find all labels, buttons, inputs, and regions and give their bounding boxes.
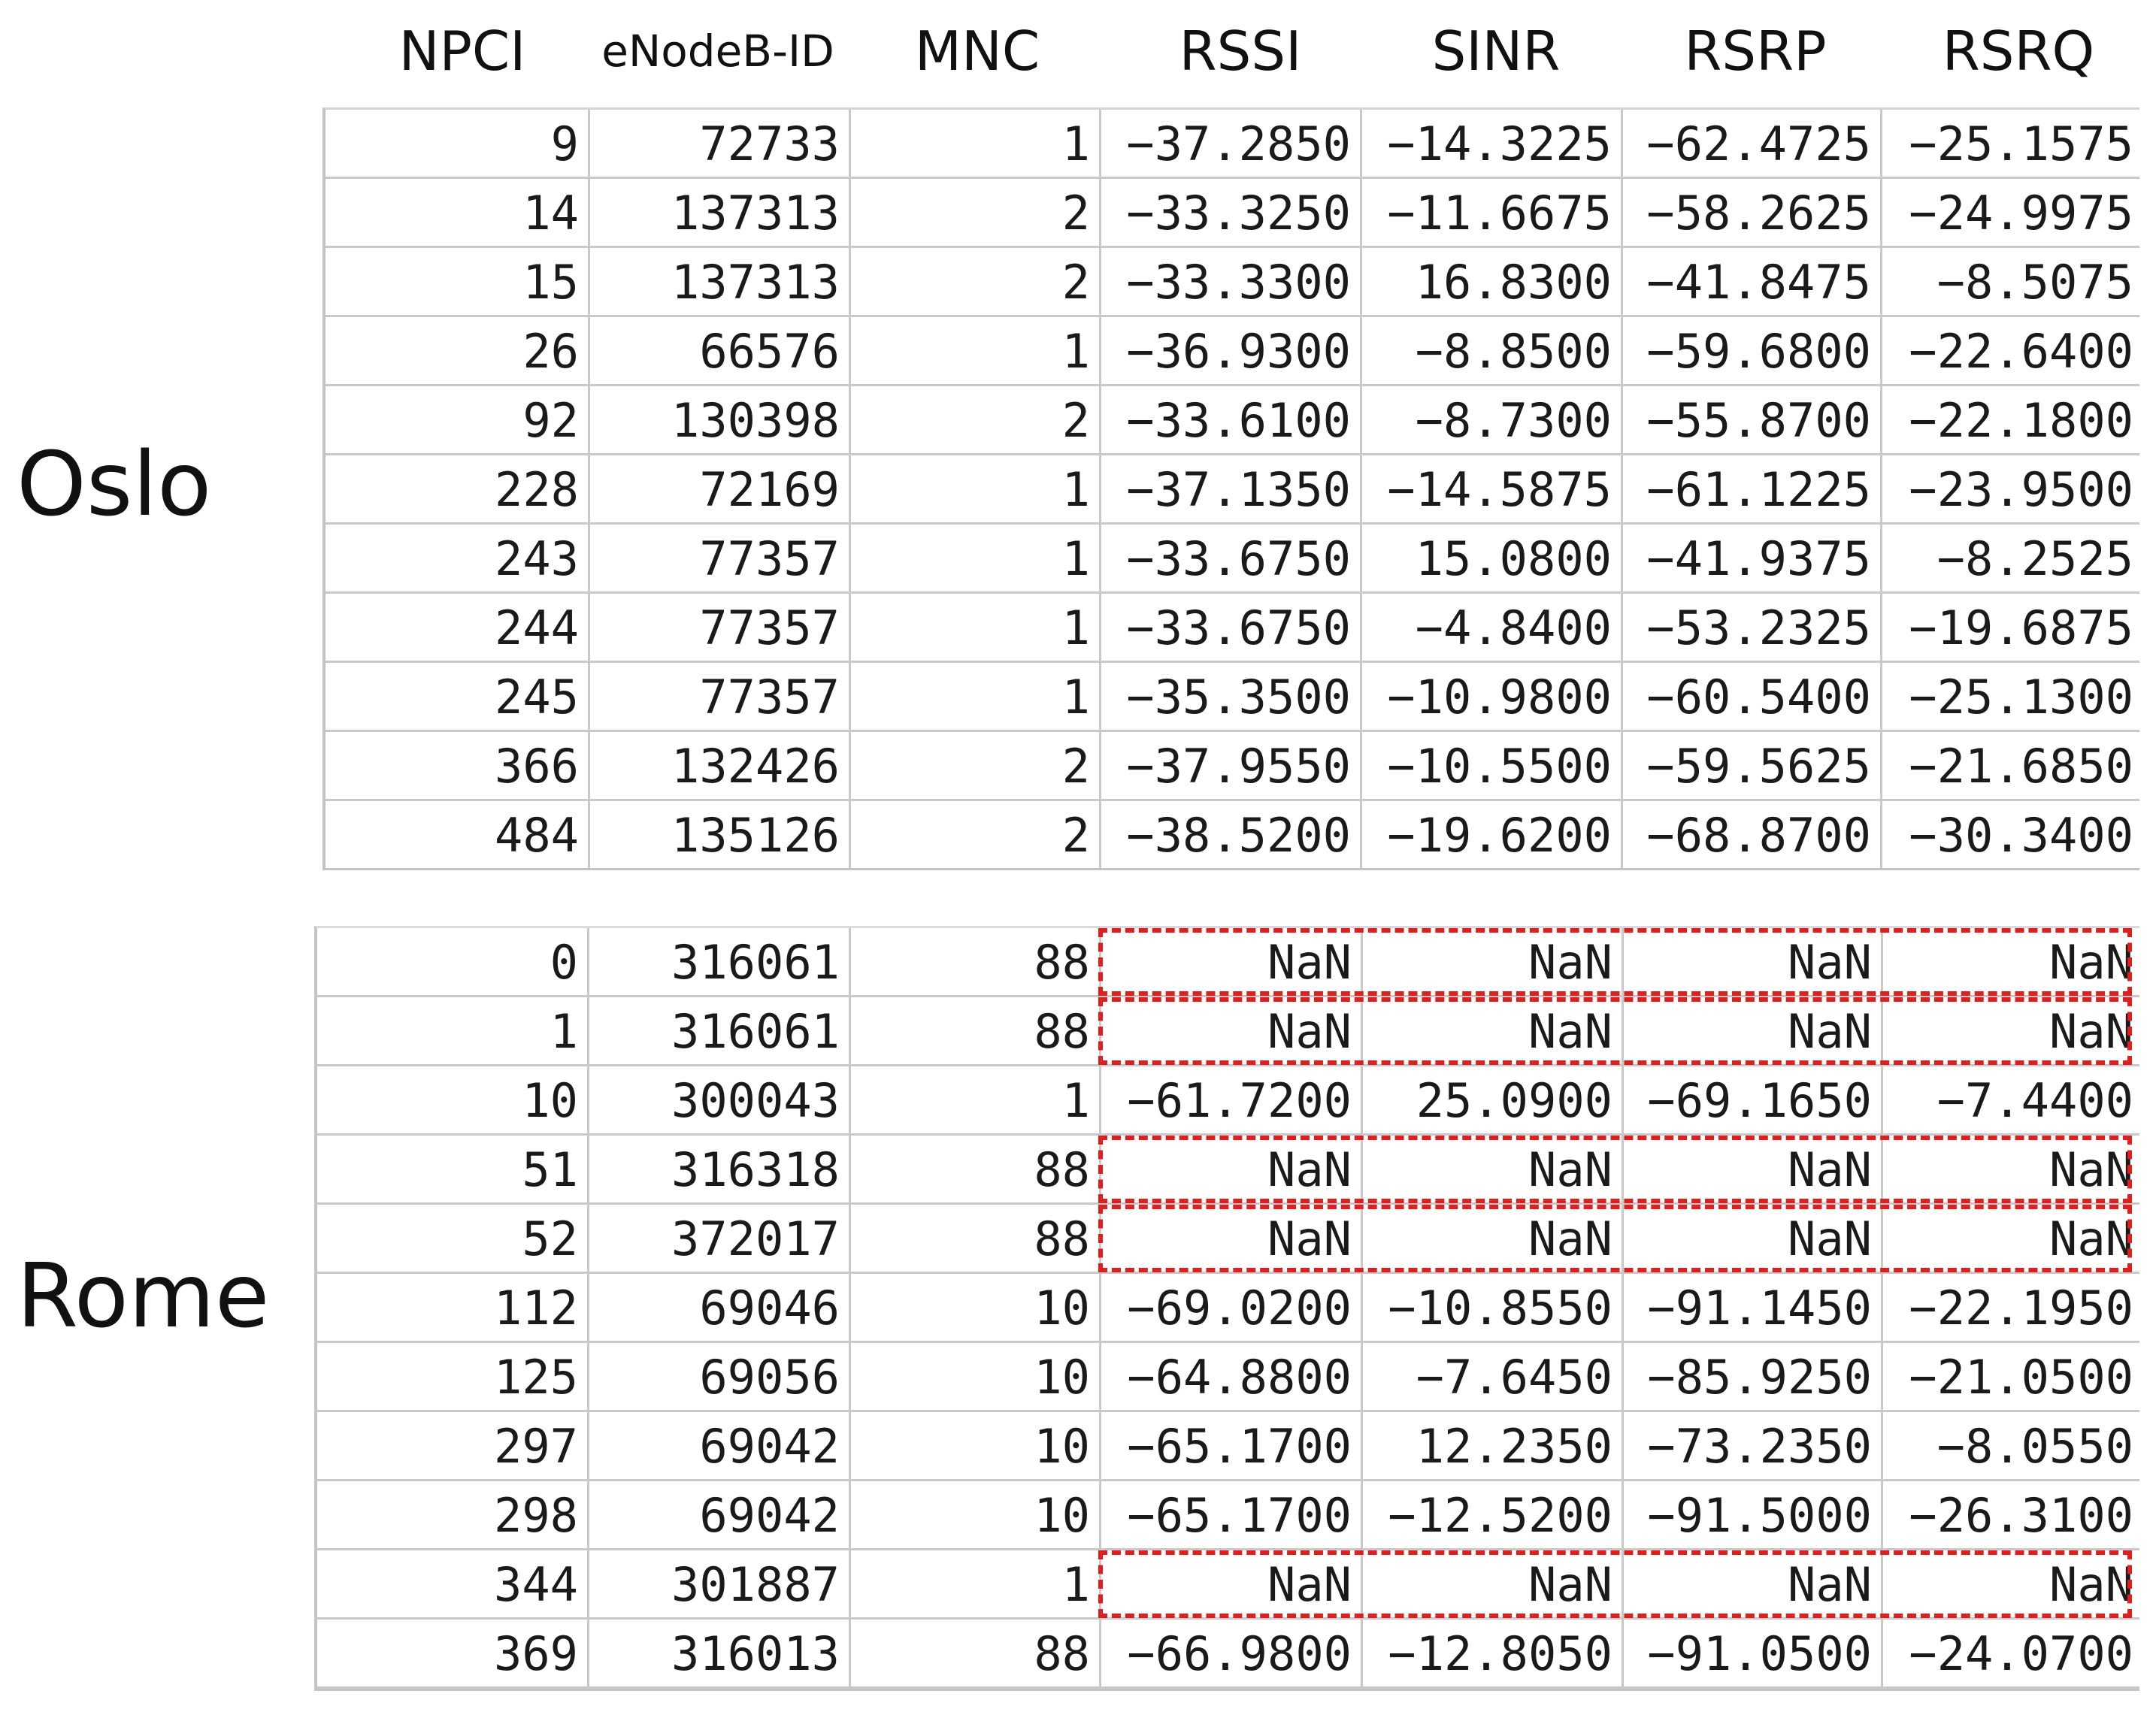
cell-mnc: 1 (851, 663, 1101, 730)
cell-sinr: NaN (1363, 1205, 1624, 1272)
cell-enodeb-id: 132426 (590, 732, 851, 799)
cell-sinr: −10.8550 (1363, 1274, 1624, 1341)
cell-mnc: 2 (851, 179, 1101, 246)
table-row (317, 1136, 2139, 1205)
table-row (326, 179, 2139, 248)
cell-rsrq: −24.9975 (1909, 186, 2133, 240)
cell-rsrq: −25.1575 (1909, 116, 2133, 171)
cell-rssi: −37.1350 (1101, 455, 1362, 522)
cell-sinr: NaN (1363, 1550, 1624, 1617)
cell-rsrq: −8.0550 (1936, 1419, 2133, 1474)
cell-sinr: −12.8050 (1363, 1620, 1624, 1686)
cell-rssi: NaN (1101, 928, 1363, 995)
table-row (326, 525, 2139, 594)
cell-rsrq: −21.0500 (1909, 1350, 2133, 1405)
cell-npci: 51 (317, 1136, 589, 1202)
cell-npci: 125 (317, 1343, 589, 1410)
cell-sinr: −8.8500 (1362, 317, 1623, 384)
cell-npci: 14 (326, 179, 590, 246)
cell-rssi: −64.8800 (1101, 1343, 1363, 1410)
rome-data-table (314, 926, 2139, 1691)
cell-mnc: 88 (851, 928, 1101, 995)
cell-rsrq: NaN (2049, 1004, 2133, 1059)
cell-rsrp: −60.5400 (1623, 663, 1882, 730)
cell-rssi: −69.0200 (1101, 1274, 1363, 1341)
cell-npci: 366 (326, 732, 590, 799)
cell-rssi: −33.6100 (1101, 386, 1362, 453)
cell-enodeb-id: 77357 (590, 525, 851, 591)
table-row (326, 455, 2139, 525)
cell-enodeb-id: 69042 (589, 1481, 851, 1548)
cell-rsrq: NaN (2049, 1142, 2133, 1197)
cell-npci: 369 (317, 1620, 589, 1686)
cell-rssi: −61.7200 (1101, 1066, 1363, 1133)
cell-rsrp: −85.9250 (1624, 1343, 1883, 1410)
cell-sinr: 12.2350 (1363, 1412, 1624, 1479)
cell-npci: 484 (326, 801, 590, 868)
table-row (326, 732, 2139, 801)
table-row (317, 1412, 2139, 1481)
oslo-data-table (322, 107, 2139, 870)
cell-rssi: −37.2850 (1101, 110, 1362, 177)
table-row (326, 594, 2139, 663)
cell-enodeb-id: 66576 (590, 317, 851, 384)
cell-sinr: −14.3225 (1362, 110, 1623, 177)
cell-rssi: −65.1700 (1101, 1412, 1363, 1479)
cell-rsrp: −68.8700 (1623, 801, 1882, 868)
cell-sinr: NaN (1363, 997, 1624, 1064)
cell-npci: 15 (326, 248, 590, 315)
cell-rssi: −33.6750 (1101, 525, 1362, 591)
cell-rssi: NaN (1101, 997, 1363, 1064)
cell-rsrp: −55.8700 (1623, 386, 1882, 453)
cell-mnc: 88 (851, 1205, 1101, 1272)
cell-rsrq: −24.0700 (1909, 1626, 2133, 1681)
cell-rssi: −35.3500 (1101, 663, 1362, 730)
cell-rsrq: −30.3400 (1909, 808, 2133, 863)
cell-rssi: −33.3250 (1101, 179, 1362, 246)
column-header-npci: NPCI (398, 20, 526, 83)
cell-rsrq: −8.2525 (1936, 531, 2133, 586)
cell-rssi: −38.5200 (1101, 801, 1362, 868)
cell-enodeb-id: 316061 (589, 928, 851, 995)
cell-mnc: 1 (851, 1066, 1101, 1133)
cell-mnc: 10 (851, 1274, 1101, 1341)
city-label-oslo: Oslo (17, 432, 212, 536)
cell-npci: 10 (317, 1066, 589, 1133)
cell-sinr: −14.5875 (1362, 455, 1623, 522)
cell-mnc: 10 (851, 1343, 1101, 1410)
cell-enodeb-id: 77357 (590, 594, 851, 661)
column-header-rsrq: RSRQ (1942, 20, 2095, 83)
cell-npci: 298 (317, 1481, 589, 1548)
table-row (326, 248, 2139, 317)
cell-rssi: −65.1700 (1101, 1481, 1363, 1548)
cell-mnc: 88 (851, 997, 1101, 1064)
cell-rssi: NaN (1101, 1550, 1363, 1617)
cell-mnc: 88 (851, 1136, 1101, 1202)
cell-mnc: 88 (851, 1620, 1101, 1686)
table-row (317, 1343, 2139, 1412)
cell-rssi: −33.6750 (1101, 594, 1362, 661)
cell-sinr: 25.0900 (1363, 1066, 1624, 1133)
cell-rsrq: −22.1950 (1909, 1281, 2133, 1335)
column-header-mnc: MNC (914, 20, 1040, 83)
cell-sinr: −19.6200 (1362, 801, 1623, 868)
cell-mnc: 2 (851, 386, 1101, 453)
cell-rsrp: NaN (1624, 1205, 1883, 1272)
cell-mnc: 1 (851, 525, 1101, 591)
cell-sinr: 15.0800 (1362, 525, 1623, 591)
cell-rssi: −33.3300 (1101, 248, 1362, 315)
cell-enodeb-id: 69042 (589, 1412, 851, 1479)
cell-npci: 344 (317, 1550, 589, 1617)
cell-rsrp: −41.9375 (1623, 525, 1882, 591)
cell-npci: 112 (317, 1274, 589, 1341)
cell-rsrp: NaN (1624, 1136, 1883, 1202)
column-header-sinr: SINR (1431, 20, 1561, 83)
cell-rsrq: −21.6850 (1909, 739, 2133, 794)
cell-rsrq: −22.6400 (1909, 324, 2133, 379)
cell-rsrp: −41.8475 (1623, 248, 1882, 315)
table-row (326, 110, 2139, 179)
cell-sinr: NaN (1363, 928, 1624, 995)
cell-mnc: 1 (851, 455, 1101, 522)
cell-npci: 1 (317, 997, 589, 1064)
column-header-rsrp: RSRP (1684, 20, 1827, 83)
cell-mnc: 2 (851, 732, 1101, 799)
cell-enodeb-id: 77357 (590, 663, 851, 730)
cell-rsrp: −91.1450 (1624, 1274, 1883, 1341)
cell-rssi: NaN (1101, 1205, 1363, 1272)
cell-rsrq: −19.6875 (1909, 600, 2133, 655)
column-header-rssi: RSSI (1179, 20, 1302, 83)
cell-enodeb-id: 316013 (589, 1620, 851, 1686)
cell-mnc: 10 (851, 1412, 1101, 1479)
cell-mnc: 1 (851, 110, 1101, 177)
cell-rsrq: NaN (2049, 935, 2133, 990)
cell-rsrq: −8.5075 (1936, 255, 2133, 310)
cell-rsrq: −22.1800 (1909, 393, 2133, 448)
cell-sinr: −11.6675 (1362, 179, 1623, 246)
cell-enodeb-id: 316061 (589, 997, 851, 1064)
cell-npci: 9 (326, 110, 590, 177)
table-row (317, 1274, 2139, 1343)
cell-rsrp: −73.2350 (1624, 1412, 1883, 1479)
cell-rsrp: −69.1650 (1624, 1066, 1883, 1133)
cell-sinr: −8.7300 (1362, 386, 1623, 453)
cell-rssi: −37.9550 (1101, 732, 1362, 799)
cell-enodeb-id: 135126 (590, 801, 851, 868)
city-label-rome: Rome (17, 1244, 270, 1347)
cell-npci: 228 (326, 455, 590, 522)
cell-npci: 0 (317, 928, 589, 995)
cell-npci: 243 (326, 525, 590, 591)
cell-rsrq: −23.9500 (1909, 462, 2133, 517)
cell-rsrp: NaN (1624, 928, 1883, 995)
column-header-row (0, 14, 2156, 89)
cell-npci: 244 (326, 594, 590, 661)
cell-rsrp: NaN (1624, 1550, 1883, 1617)
column-header-enodeb-id: eNodeB-ID (601, 26, 834, 77)
cell-rsrp: −61.1225 (1623, 455, 1882, 522)
cell-mnc: 2 (851, 801, 1101, 868)
table-row (317, 1550, 2139, 1620)
table-row (326, 801, 2139, 868)
cell-rsrq: −26.3100 (1909, 1488, 2133, 1543)
table-row (317, 1066, 2139, 1136)
cell-npci: 92 (326, 386, 590, 453)
cell-enodeb-id: 72733 (590, 110, 851, 177)
table-row (326, 386, 2139, 455)
cell-mnc: 2 (851, 248, 1101, 315)
cell-sinr: −10.5500 (1362, 732, 1623, 799)
cell-rsrp: −91.0500 (1624, 1620, 1883, 1686)
cell-mnc: 1 (851, 594, 1101, 661)
cell-rsrp: NaN (1624, 997, 1883, 1064)
cell-enodeb-id: 300043 (589, 1066, 851, 1133)
cell-sinr: NaN (1363, 1136, 1624, 1202)
cell-enodeb-id: 372017 (589, 1205, 851, 1272)
cell-enodeb-id: 137313 (590, 179, 851, 246)
cell-npci: 297 (317, 1412, 589, 1479)
table-row (317, 928, 2139, 997)
table-row (317, 997, 2139, 1066)
cell-enodeb-id: 137313 (590, 248, 851, 315)
cell-rsrp: −59.6800 (1623, 317, 1882, 384)
table-row (326, 317, 2139, 386)
cell-enodeb-id: 316318 (589, 1136, 851, 1202)
cell-enodeb-id: 72169 (590, 455, 851, 522)
cell-rsrp: −59.5625 (1623, 732, 1882, 799)
cell-rsrp: −62.4725 (1623, 110, 1882, 177)
cell-rsrq: NaN (2049, 1211, 2133, 1266)
cell-enodeb-id: 301887 (589, 1550, 851, 1617)
table-row (326, 663, 2139, 732)
cell-enodeb-id: 69056 (589, 1343, 851, 1410)
cell-rsrq: −7.4400 (1936, 1073, 2133, 1128)
cell-rssi: −66.9800 (1101, 1620, 1363, 1686)
cell-mnc: 1 (851, 1550, 1101, 1617)
cell-rsrp: −91.5000 (1624, 1481, 1883, 1548)
cell-rssi: NaN (1101, 1136, 1363, 1202)
cell-npci: 52 (317, 1205, 589, 1272)
cell-npci: 245 (326, 663, 590, 730)
cell-enodeb-id: 130398 (590, 386, 851, 453)
cell-rsrp: −53.2325 (1623, 594, 1882, 661)
cell-sinr: 16.8300 (1362, 248, 1623, 315)
cell-rsrq: NaN (2049, 1557, 2133, 1612)
cell-rsrp: −58.2625 (1623, 179, 1882, 246)
table-row (317, 1205, 2139, 1274)
cell-rssi: −36.9300 (1101, 317, 1362, 384)
cell-enodeb-id: 69046 (589, 1274, 851, 1341)
table-row (317, 1620, 2139, 1689)
cell-rsrq: −25.1300 (1909, 670, 2133, 724)
cell-mnc: 10 (851, 1481, 1101, 1548)
cell-sinr: −7.6450 (1363, 1343, 1624, 1410)
cell-sinr: −12.5200 (1363, 1481, 1624, 1548)
cell-mnc: 1 (851, 317, 1101, 384)
table-row (317, 1481, 2139, 1550)
cell-sinr: −10.9800 (1362, 663, 1623, 730)
cell-npci: 26 (326, 317, 590, 384)
cell-sinr: −4.8400 (1362, 594, 1623, 661)
